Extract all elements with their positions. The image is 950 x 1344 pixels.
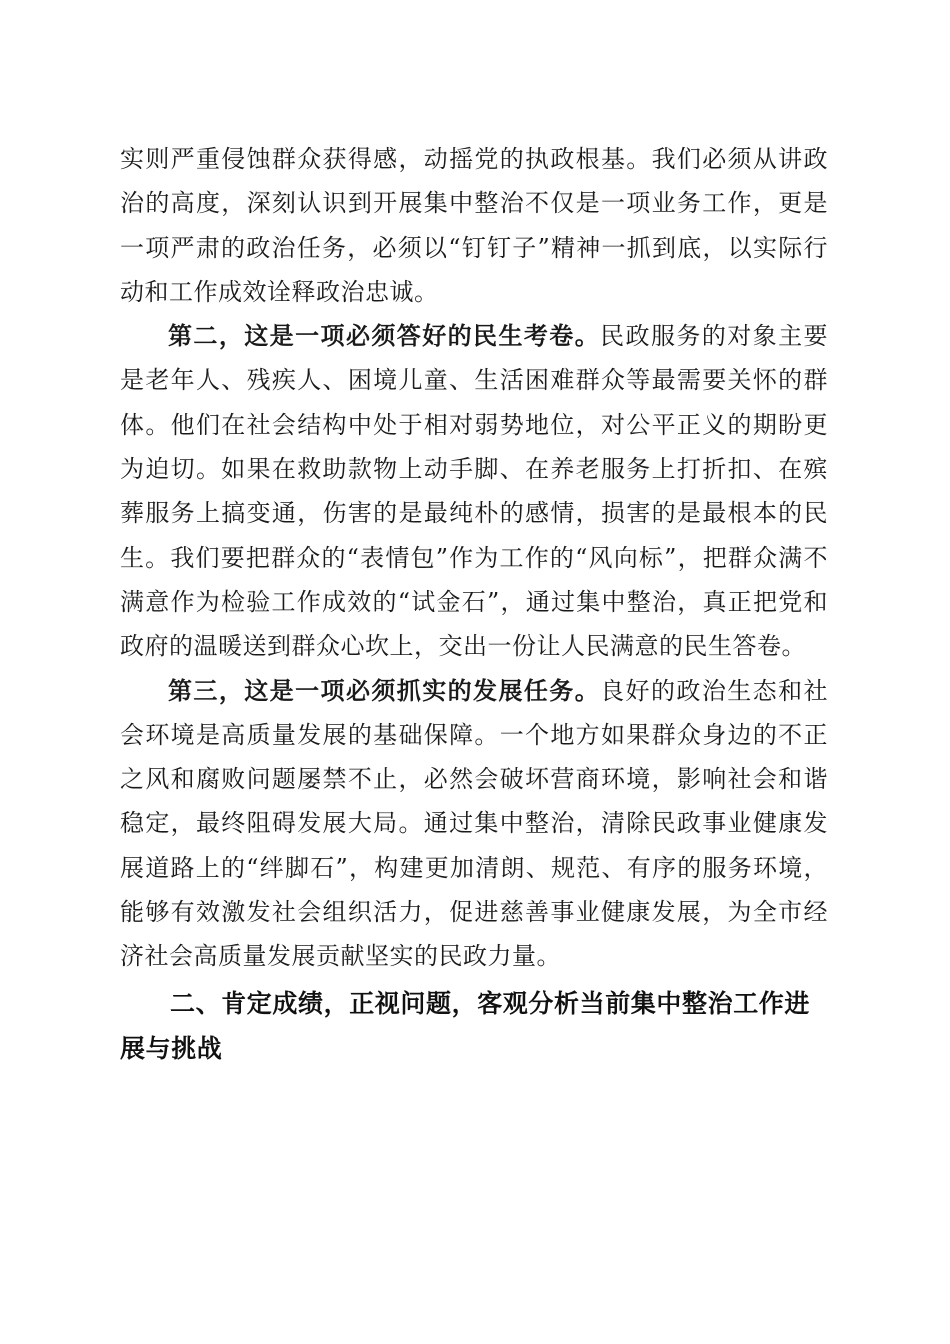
paragraph-lead-development: 第三，这是一项必须抓实的发展任务。	[168, 675, 601, 705]
paragraph-body-livelihood: 民政服务的对象主要是老年人、残疾人、困境儿童、生活困难群众等最需要关怀的群体。他们在社会结构中处于相对弱势地位，对公平正义的期盼更为迫切。如果在救助款物上动手脚、在养老服务上打折扣、在殡葬服务上搞变通，伤害的是最纯朴的感情，损害的是最根本的民生。我们要把群众的“表情包”作为工作的“风向标”，把群众满不满意作为检验工作成效的“试金石”，通过集中整治，真正把党和政府的温暖送到群众心坎上，交出一份让人民满意的民生答卷。	[120, 322, 828, 661]
document-page	[120, 137, 828, 1071]
paragraph-livelihood	[120, 314, 828, 668]
section-heading: 二、肯定成绩，正视问题，客观分析当前集中整治工作进展与挑战	[120, 988, 811, 1063]
paragraph-continuation: 实则严重侵蚀群众获得感，动摇党的执政根基。我们必须从讲政治的高度，深刻认识到开展集中整治不仅是一项业务工作，更是一项严肃的政治任务，必须以“钉钉子”精神一抓到底，以实际行动和工作成效诠释政治忠诚。	[120, 145, 828, 306]
paragraph-development	[120, 669, 828, 979]
paragraph-lead-livelihood: 第二，这是一项必须答好的民生考卷。	[168, 321, 601, 351]
paragraph-body-development: 良好的政治生态和社会环境是高质量发展的基础保障。一个地方如果群众身边的不正之风和腐败问题屡禁不止，必然会破坏营商环境，影响社会和谐稳定，最终阻碍发展大局。通过集中整治，清除民政事业健康发展道路上的“绊脚石”，构建更加清朗、规范、有序的服务环境，能够有效激发社会组织活力，促进慈善事业健康发展，为全市经济社会高质量发展贡献坚实的民政力量。	[120, 676, 828, 971]
